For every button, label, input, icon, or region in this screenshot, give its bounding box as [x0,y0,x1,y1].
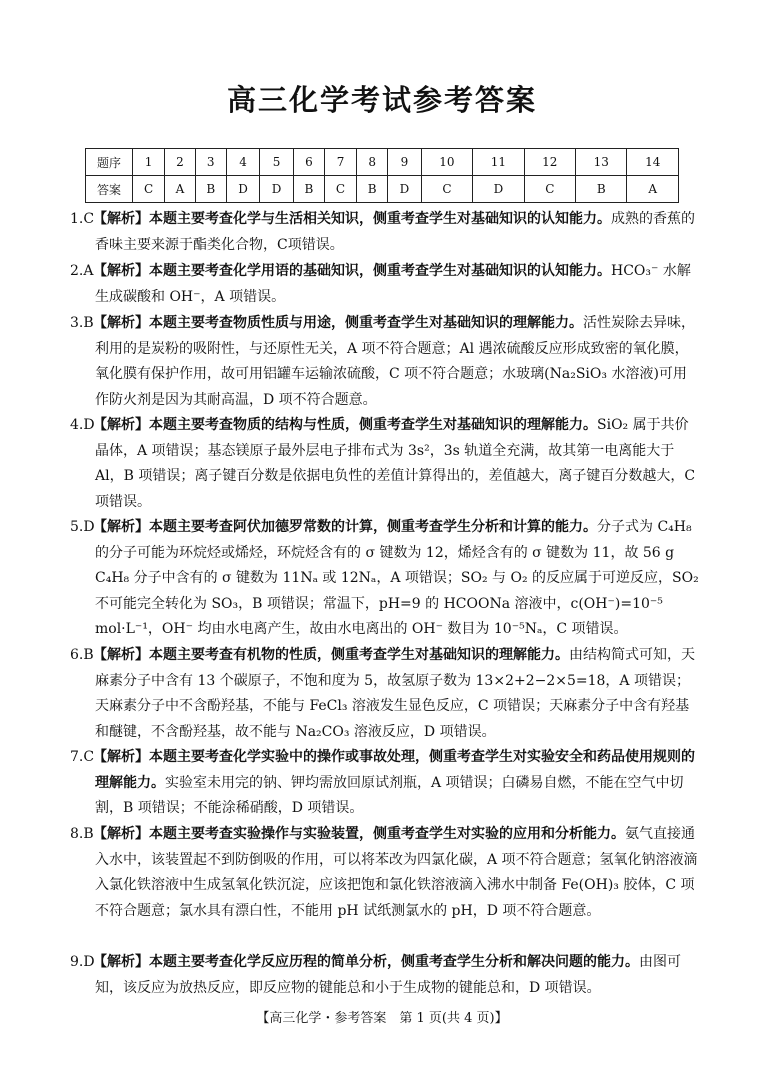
answer-table [85,148,679,203]
question-number-cell: 7 [324,149,356,176]
table-row-numbers [86,149,679,176]
explanation-text: 由图可知，该反应为放热反应，即反应物的键能总和小于生成物的键能总和，D 项错误。 [95,954,681,996]
explanation-text: 实验室未用完的钠、钾均需放回原试剂瓶，A 项错误；白磷易自燃，不能在空气中切割，B 项错误；不能涂稀硝酸，D 项错误。 [95,774,684,816]
explanation-lead: 【解析】本题主要考查化学与生活相关知识，侧重考查学生对基础知识的认知能力。 [93,211,611,227]
explanation-lead: 【解析】本题主要考查阿伏加德罗常数的计算，侧重考查学生分析和计算的能力。 [93,519,597,535]
question-explanation-6 [70,643,700,745]
question-explanation-8 [70,822,700,924]
table-row-answers [86,176,679,203]
explanation-text: SiO₂ 属于共价晶体，A 项错误；基态镁原子最外层电子排布式为 3s²，3s 轨道全充满，故其第一电离能大于 Al，B 项错误；离子键百分数是依据电负性的差值计算得出的，差值越大，离子键百分数越大，C 项错误。 [95,417,696,510]
answer-cell: B [576,176,627,203]
question-number-cell: 1 [133,149,165,176]
question-explanation-3 [70,311,700,413]
question-explanation-2 [70,259,700,310]
question-number: 2.A [70,263,94,279]
question-number-cell: 13 [576,149,627,176]
question-number-cell: 11 [473,149,524,176]
explanation-lead: 【解析】本题主要考查化学实验中的操作或事故处理，侧重考查学生对实验安全和药品使用规则的理解能力。 [93,749,695,791]
explanation-lead: 【解析】本题主要考查物质性质与用途，侧重考查学生对基础知识的理解能力。 [93,315,583,331]
question-number-cell: 14 [627,149,679,176]
answer-cell: B [357,176,388,203]
question-explanation-5 [70,515,700,643]
explanation-text: 由结构简式可知，天麻素分子中含有 13 个碳原子，不饱和度为 5，故氢原子数为 13×2+2−2×5=18，A 项错误；天麻素分子中不含酚羟基，不能与 FeCl₃ 溶液发生显色反应，C 项错误；天麻素分子中含有羟基和醚键，不含酚羟基，故不能与 Na₂CO₃ 溶液反应，D 项错误。 [95,647,695,740]
question-number: 4.D [70,417,95,433]
question-number: 3.B [70,315,94,331]
answer-cell: C [524,176,575,203]
question-explanation-1 [70,207,700,258]
question-number-cell: 5 [260,149,294,176]
question-number: 5.D [70,519,95,535]
explanation-text: 氨气直接通入水中，该装置起不到防倒吸的作用，可以将苯改为四氯化碳，A 项不符合题意；氢氧化钠溶液滴入氯化铁溶液中生成氢氧化铁沉淀，应该把饱和氯化铁溶液滴入沸水中制备 Fe(OH)₃ 胶体，C 项不符合题意；氯水具有漂白性，不能用 pH 试纸测氯水的 pH，D 项不符合题意。 [95,826,698,919]
question-number: 7.C [70,749,95,765]
answer-cell: A [627,176,679,203]
question-number: 9.D [70,954,95,970]
explanation-lead: 【解析】本题主要考查化学反应历程的简单分析，侧重考查学生分析和解决问题的能力。 [93,954,639,970]
page-footer: 【高三化学・参考答案 第 1 页(共 4 页)】 [256,1011,508,1026]
answer-cell: C [421,176,472,203]
explanation-lead: 【解析】本题主要考查化学用语的基础知识，侧重考查学生对基础知识的认知能力。 [93,263,611,279]
question-number: 6.B [70,647,94,663]
explanation-lead: 【解析】本题主要考查实验操作与实验装置，侧重考查学生对实验的应用和分析能力。 [93,826,625,842]
explanation-text: 成熟的香蕉的香味主要来源于酯类化合物，C项错误。 [95,211,695,253]
answer-cell: C [324,176,356,203]
answer-cell: D [473,176,524,203]
question-number-cell: 10 [421,149,472,176]
answer-cell: D [388,176,422,203]
question-explanation-4 [70,413,700,515]
explanation-text: 活性炭除去异味，利用的是炭粉的吸附性，与还原性无关，A 项不符合题意；Al 遇浓硫酸反应形成致密的氧化膜，氧化膜有保护作用，故可用铝罐车运输浓硫酸，C 项不符合题意；水玻璃(Na₂SiO₃ 水溶液)可用作防火剂是因为其耐高温，D 项不符合题意。 [95,315,695,408]
explanation-text: 分子式为 C₄H₈ 的分子可能为环烷烃或烯烃，环烷烃含有的 σ 键数为 12，烯烃含有的 σ 键数为 11，故 56 g C₄H₈ 分子中含有的 σ 键数为 11Nₐ 或 12Nₐ，A 项错误；SO₂ 与 O₂ 的反应属于可逆反应，SO₂ 不可能完全转化为 SO₃，B 项错误；常温下，pH=9 的 HCOONa 溶液中，c(OH⁻)=10⁻⁵ mol·L⁻¹，OH⁻ 均由水电离产生，故由水电离出的 OH⁻ 数目为 10⁻⁵Nₐ，C 项错误。 [95,519,699,637]
answer-cell: B [293,176,324,203]
question-number-cell: 3 [195,149,226,176]
explanation-lead: 【解析】本题主要考查有机物的性质，侧重考查学生对基础知识的理解能力。 [93,647,569,663]
answer-cell: B [195,176,226,203]
question-number: 1.C [70,211,95,227]
question-explanation-9 [70,950,700,1001]
question-explanation-7 [70,745,700,822]
explanation-text: HCO₃⁻ 水解生成碳酸和 OH⁻，A 项错误。 [95,263,691,305]
row-label-question-number: 题序 [86,149,133,176]
question-number: 8.B [70,826,94,842]
question-number-cell: 9 [388,149,422,176]
answer-cell: D [226,176,260,203]
answer-cell: C [133,176,165,203]
page-title: 高三化学考试参考答案 [226,83,537,117]
answer-cell: A [165,176,196,203]
explanation-lead: 【解析】本题主要考查物质的结构与性质，侧重考查学生对基础知识的理解能力。 [93,417,597,433]
answer-cell: D [260,176,294,203]
question-number-cell: 6 [293,149,324,176]
question-number-cell: 12 [524,149,575,176]
row-label-answer: 答案 [86,176,133,203]
question-number-cell: 4 [226,149,260,176]
question-number-cell: 2 [165,149,196,176]
question-number-cell: 8 [357,149,388,176]
